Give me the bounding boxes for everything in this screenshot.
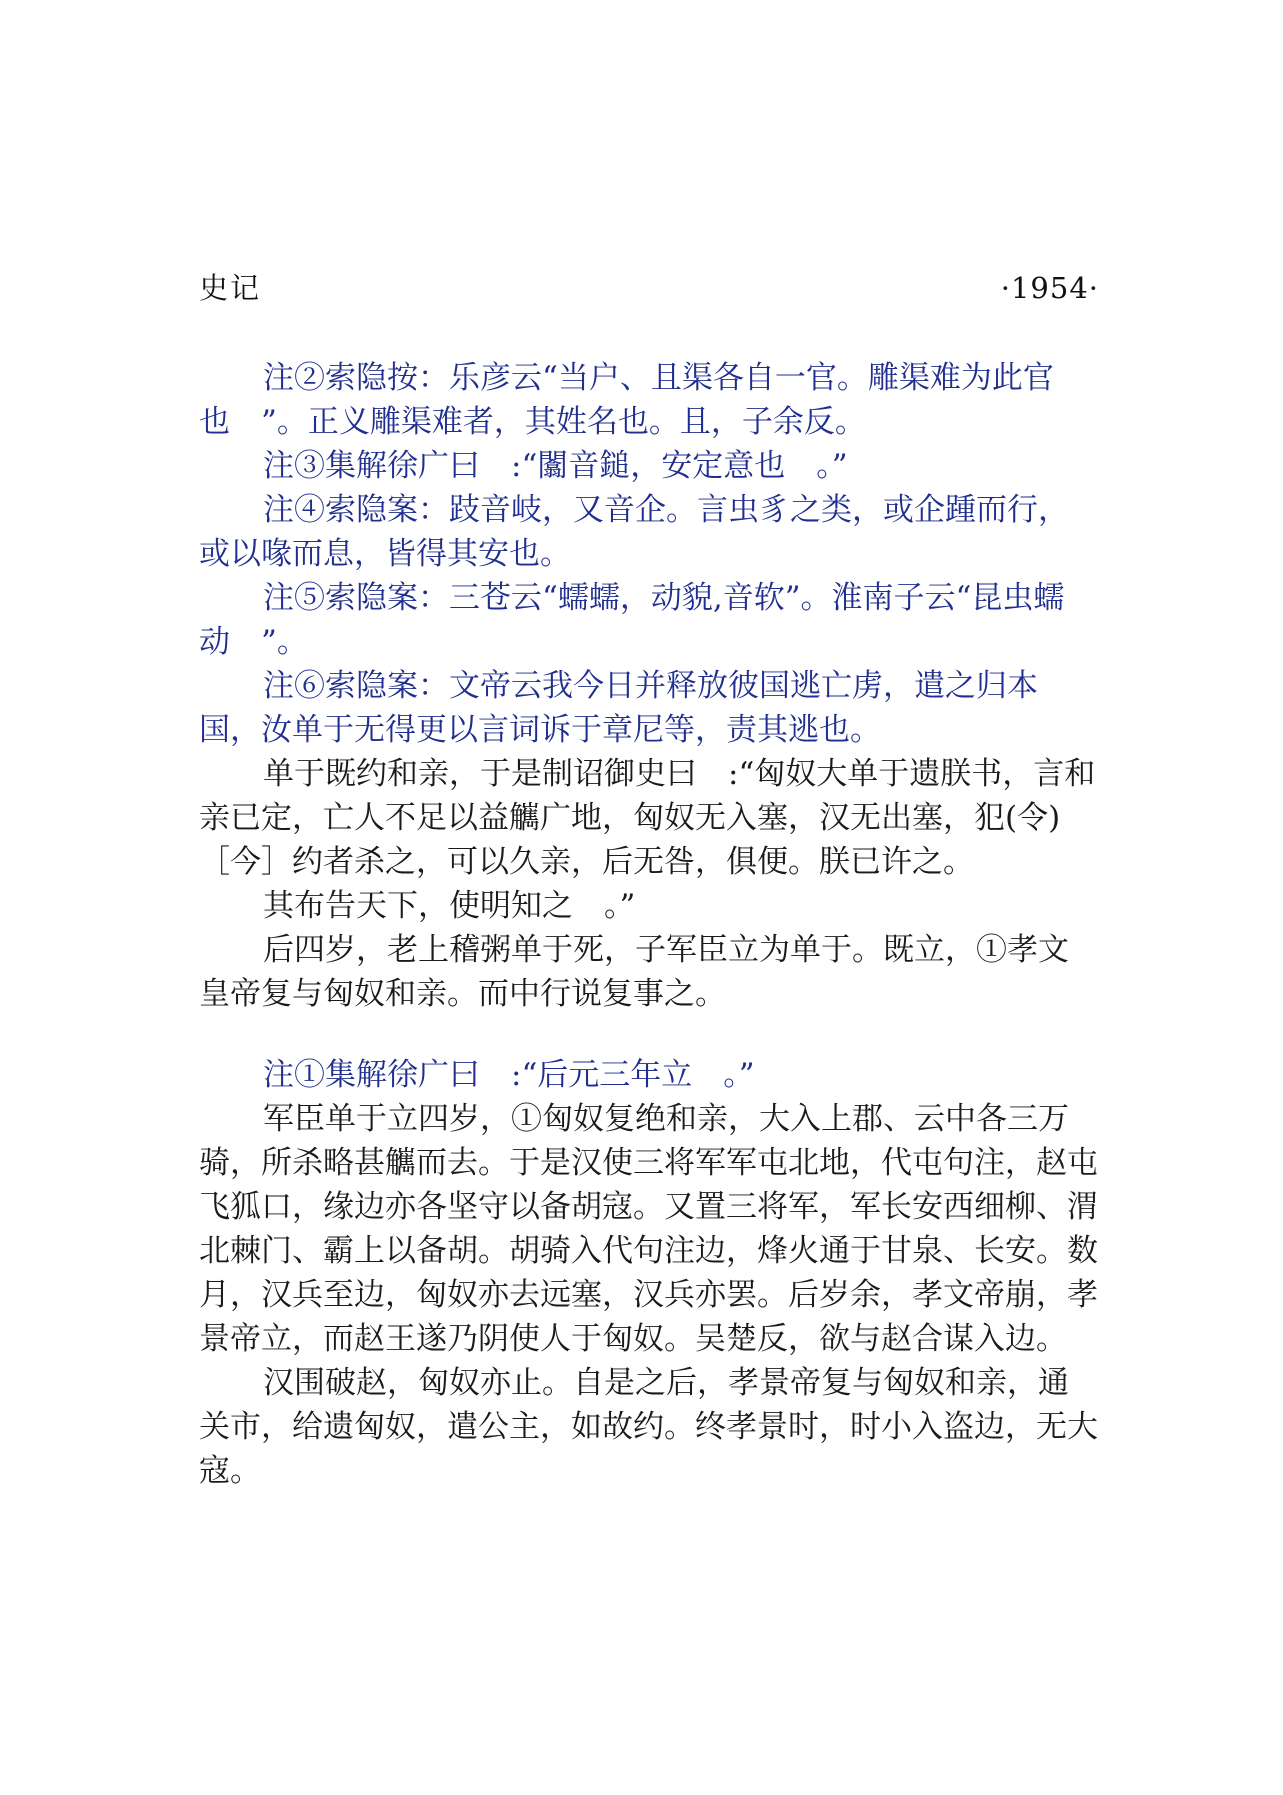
page-header xyxy=(199,266,1099,310)
annotation-paragraph: 注⑤索隐案：三苍云“蠕蠕，动貌,音软”。淮南子云“昆虫蠕动 ”。 xyxy=(199,580,1065,660)
book-title: 史记 xyxy=(199,271,262,305)
text-paragraph: 其布告天下，使明知之 。” xyxy=(263,888,636,924)
document-page xyxy=(199,266,1099,1493)
paragraph-gap xyxy=(199,1016,1099,1053)
text-paragraph: 单于既约和亲，于是制诏御史曰 :“匈奴大单于遗朕书，言和亲已定，亡人不足以益觽广地，匈奴无入塞，汉无出塞，犯(令)［今］约者杀之，可以久亲，后无咎，俱便。朕已许之。 xyxy=(199,756,1096,880)
text-paragraph: 后四岁，老上稽粥单于死，子军臣立为单于。既立，①孝文皇帝复与匈奴和亲。而中行说复事之。 xyxy=(199,932,1069,1012)
page-body xyxy=(199,356,1099,1493)
annotation-paragraph: 注②索隐按：乐彦云“当户、且渠各自一官。雕渠难为此官也 ”。正义雕渠难者，其姓名也。且，子余反。 xyxy=(199,360,1054,440)
text-paragraph: 军臣单于立四岁，①匈奴复绝和亲，大入上郡、云中各三万骑，所杀略甚觽而去。于是汉使三将军军屯北地，代屯句注，赵屯飞狐口，缘边亦各坚守以备胡寇。又置三将军，军长安西细柳、渭北棘门、霸上以备胡。胡骑入代句注边，烽火通于甘泉、长安。数月，汉兵至边，匈奴亦去远塞，汉兵亦罢。后岁余，孝文帝崩，孝景帝立，而赵王遂乃阴使人于匈奴。吴楚反，欲与赵合谋入边。 xyxy=(199,1101,1098,1357)
annotation-paragraph: 注①集解徐广曰 :“后元三年立 。” xyxy=(263,1057,755,1093)
annotation-paragraph: 注④索隐案：跂音岐，又音企。言虫豸之类，或企踵而行，或以喙而息，皆得其安也。 xyxy=(199,492,1069,572)
annotation-paragraph: 注⑥索隐案：文帝云我今日并释放彼国逃亡虏，遣之归本国，汝单于无得更以言词诉于章尼等，责其逃也。 xyxy=(199,668,1038,748)
annotation-paragraph: 注③集解徐广曰 :“闟音鎚，安定意也 。” xyxy=(263,448,848,484)
text-paragraph: 汉围破赵，匈奴亦止。自是之后，孝景帝复与匈奴和亲，通关市，给遗匈奴，遣公主，如故约。终孝景时，时小入盗边，无大寇。 xyxy=(199,1365,1098,1489)
page-number: ·1954· xyxy=(1000,271,1099,305)
